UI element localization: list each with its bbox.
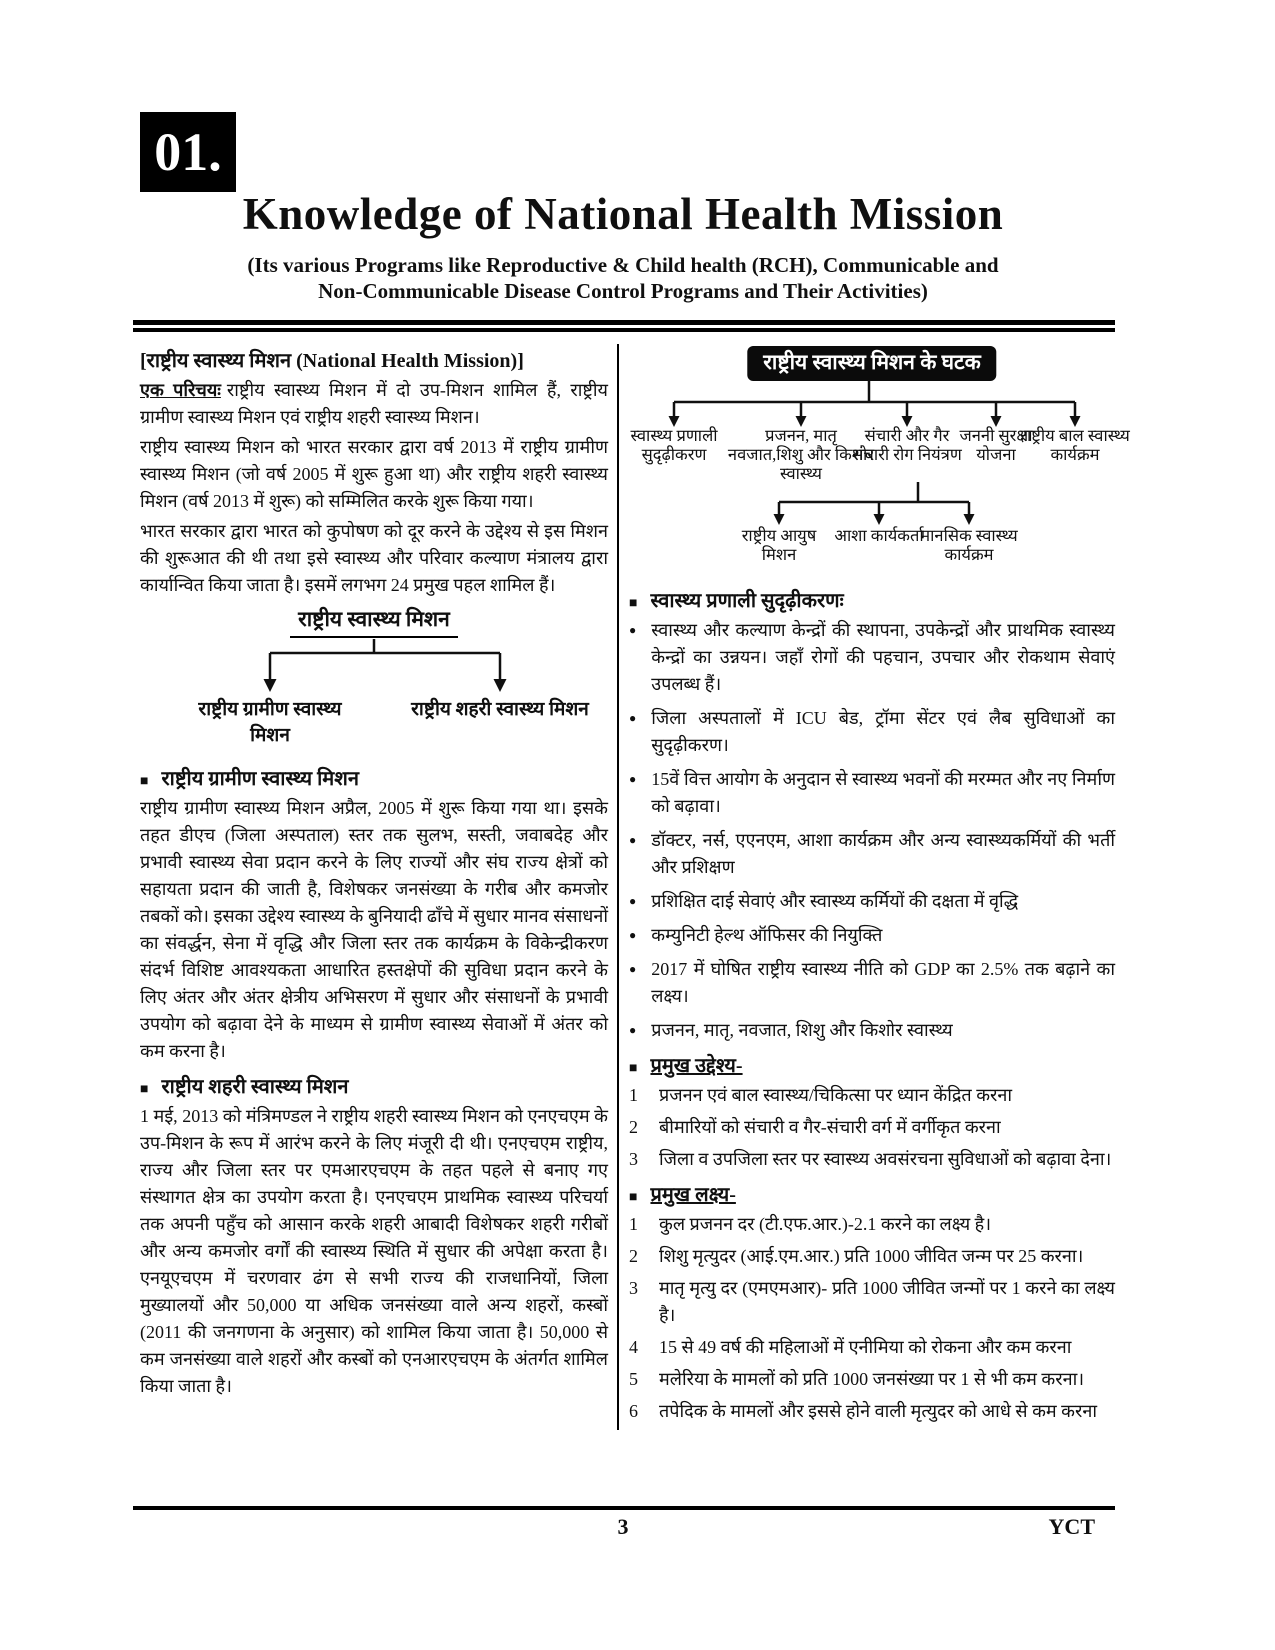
item-number: 6 <box>629 1401 638 1421</box>
goal-item <box>629 1366 1115 1393</box>
bullet-item <box>629 922 1115 949</box>
item-text: कुल प्रजनन दर (टी.एफ.आर.)-2.1 करने का लक्ष्य है। <box>659 1214 992 1234</box>
item-text: प्रजनन एवं बाल स्वास्थ्य/चिकित्सा पर ध्यान केंद्रित करना <box>659 1085 1013 1105</box>
bullet-text: 2017 में घोषित राष्ट्रीय स्वास्थ्य नीति को GDP का 2.5% तक बढ़ाने का लक्ष्य। <box>651 959 1115 1006</box>
flowchart-node-rmncah: प्रजनन, मातृ नवजात,शिशु और किशोर स्वास्थ्य <box>727 426 875 483</box>
nuhm-heading-text: राष्ट्रीय शहरी स्वास्थ्य मिशन <box>161 1076 349 1098</box>
goal-item <box>629 1398 1115 1425</box>
nuhm-body-paragraph: 1 मई, 2013 को मंत्रिमण्डल ने राष्ट्रीय शहरी स्वास्थ्य मिशन को एनएचएम के उप-मिशन के रूप में आरंभ करने के लिए मंजूरी दी थी। एनएचएम राष्ट्रीय, राज्य और जिला स्तर पर एमआरएचएम के तहत पहले से बनाए गए संस्थागत क्षेत्र का उपयोग करता है। एनएचएम प्राथमिक स्वास्थ्य परिचर्या तक अपनी पहुँच को आसान करके शहरी आबादी विशेषकर शहरी गरीबों और अन्य कमजोर वर्गों की स्वास्थ्य स्थिति में सुधार की अपेक्षा करता है। एनयूएचएम में चरणवार ढंग से सभी राज्य की राजधानियों, जिला मुख्यालयों और 50,000 या अधिक जनसंख्या वाले अन्य शहरों, कस्बों (2011 की जनगणना के अनुसार) को शामिल किया जाता है। 50,000 से कम जनसंख्या वाले शहरों और कस्बों को एनआरएचएम के अंतर्गत शामिल किया जाता है। <box>140 1106 608 1396</box>
bullet-text: प्रजनन, मातृ, नवजात, शिशु और किशोर स्वास्थ्य <box>651 1020 953 1040</box>
mini-flowchart-root: राष्ट्रीय स्वास्थ्य मिशन <box>290 605 458 638</box>
intro-paragraph <box>140 377 608 431</box>
bullet-text: कम्युनिटी हेल्थ ऑफिसर की नियुक्ति <box>651 925 883 945</box>
item-text: बीमारियों को संचारी व गैर-संचारी वर्ग में वर्गीकृत करना <box>659 1117 1001 1137</box>
bullet-icon: ● <box>629 928 637 942</box>
mini-flowchart-node-rural: राष्ट्रीय ग्रामीण स्वास्थ्य मिशन <box>198 699 342 746</box>
objectives-heading-text: प्रमुख उद्देश्य- <box>650 1055 743 1077</box>
item-number: 4 <box>629 1337 638 1357</box>
bullet-icon: ● <box>629 711 637 725</box>
item-text: मलेरिया के मामलों को प्रति 1000 जनसंख्या पर 1 से भी कम करना। <box>659 1369 1085 1389</box>
item-text: 15 से 49 वर्ष की महिलाओं में एनीमिया को रोकना और कम करना <box>659 1337 1072 1357</box>
two-column-body <box>140 344 1130 1430</box>
flowchart-node-ayush: राष्ट्रीय आयुष मिशन <box>741 526 817 564</box>
header-divider-rule <box>133 320 1115 332</box>
item-text: तपेदिक के मामलों और इससे होने वाली मृत्युदर को आधे से कम करना <box>659 1401 1097 1421</box>
goals-heading-text: प्रमुख लक्ष्य- <box>650 1184 736 1206</box>
nhm-submissions-flowchart <box>140 605 608 757</box>
item-text: मातृ मृत्यु दर (एमएमआर)- प्रति 1000 जीवित जन्मों पर 1 करने का लक्ष्य है। <box>659 1278 1115 1325</box>
item-number: 5 <box>629 1369 638 1389</box>
page-title: Knowledge of National Health Mission <box>242 189 1004 239</box>
bullet-item <box>629 766 1115 820</box>
goal-item <box>629 1211 1115 1238</box>
objective-item <box>629 1146 1115 1173</box>
mini-flowchart-connector-lines <box>140 639 608 697</box>
bullet-text: डॉक्टर, नर्स, एएनएम, आशा कार्यक्रम और अन्य स्वास्थ्यकर्मियों की भर्ती और प्रशिक्षण <box>651 830 1115 877</box>
chapter-number-badge <box>140 112 236 192</box>
bullet-icon: ● <box>629 962 637 976</box>
item-number: 1 <box>629 1214 638 1234</box>
goal-item <box>629 1334 1115 1361</box>
paragraph-nhm-ministry: भारत सरकार द्वारा भारत को कुपोषण को दूर करने के उद्देश्य से इस मिशन की शुरूआत की थी तथा इसे स्वास्थ्य और परिवार कल्याण मंत्रालय द्वारा कार्यान्वित किया जाता है। इसमें लगभग 24 प्रमुख पहल शामिल हैं। <box>140 521 608 595</box>
goal-item <box>629 1243 1115 1270</box>
page-subtitle <box>133 252 1113 304</box>
bullet-item <box>629 956 1115 1010</box>
bullet-item <box>629 888 1115 915</box>
footer-divider-rule <box>133 1506 1115 1510</box>
publisher-mark: YCT <box>1048 1514 1095 1539</box>
bullet-icon: ● <box>629 772 637 786</box>
item-number: 2 <box>629 1246 638 1266</box>
nhm-components-flowchart <box>629 346 1130 578</box>
paragraph-nhm-2013: राष्ट्रीय स्वास्थ्य मिशन को भारत सरकार द्वारा वर्ष 2013 में राष्ट्रीय ग्रामीण स्वास्थ्य मिशन (जो वर्ष 2005 में शुरू हुआ था) और राष्ट्रीय शहरी स्वास्थ्य मिशन (वर्ष 2013 में शुरू) को सम्मिलित करके शुरू किया गया। <box>140 437 608 511</box>
bullet-icon: ● <box>629 894 637 908</box>
right-column <box>619 344 1130 1430</box>
nrhm-heading-text: राष्ट्रीय ग्रामीण स्वास्थ्य मिशन <box>161 768 359 790</box>
square-bullet-icon: ■ <box>140 1082 149 1097</box>
bullet-icon: ● <box>629 1023 637 1037</box>
item-text: जिला व उपजिला स्तर पर स्वास्थ्य अवसंरचना सुविधाओं को बढ़ावा देना। <box>659 1149 1112 1169</box>
nuhm-section-heading <box>140 1072 608 1099</box>
square-bullet-icon: ■ <box>140 774 149 789</box>
goal-item <box>629 1275 1115 1329</box>
bullet-text: 15वें वित्त आयोग के अनुदान से स्वास्थ्य भवनों की मरम्मत और नए निर्माण को बढ़ावा। <box>651 769 1115 816</box>
mini-flowchart-node-urban: राष्ट्रीय शहरी स्वास्थ्य मिशन <box>411 699 589 720</box>
flowchart-node-asha: आशा कार्यकर्ता <box>834 526 924 545</box>
square-bullet-icon: ■ <box>629 596 638 611</box>
intro-text: राष्ट्रीय स्वास्थ्य मिशन में दो उप-मिशन शामिल हैं, राष्ट्रीय ग्रामीण स्वास्थ्य मिशन एवं राष्ट्रीय शहरी स्वास्थ्य मिशन। <box>140 380 608 427</box>
item-text: शिशु मृत्युदर (आई.एम.आर.) प्रति 1000 जीवित जन्म पर 25 करना। <box>659 1246 1084 1266</box>
intro-label: एक परिचयः <box>140 380 221 400</box>
nrhm-section-heading <box>140 764 608 791</box>
page-number: 3 <box>617 1514 629 1539</box>
bullet-item <box>629 1017 1115 1044</box>
strengthening-section-heading <box>629 586 1115 613</box>
subtitle-line-1: (Its various Programs like Reproductive & Child health (RCH), Communicable and <box>247 253 999 277</box>
left-column <box>140 344 608 1430</box>
objective-item <box>629 1114 1115 1141</box>
bullet-icon: ● <box>629 833 637 847</box>
flowchart-title: राष्ट्रीय स्वास्थ्य मिशन के घटक <box>747 346 996 381</box>
item-number: 2 <box>629 1117 638 1137</box>
item-number: 3 <box>629 1278 638 1298</box>
objective-item <box>629 1082 1115 1109</box>
item-number: 1 <box>629 1085 638 1105</box>
bullet-icon: ● <box>629 623 637 637</box>
flowchart-node-rbsk: राष्ट्रीय बाल स्वास्थ्य कार्यक्रम <box>1020 426 1130 464</box>
bullet-item <box>629 827 1115 881</box>
square-bullet-icon: ■ <box>629 1061 638 1076</box>
bullet-text: स्वास्थ्य और कल्याण केन्द्रों की स्थापना, उपकेन्द्रों और प्राथमिक स्वास्थ्य केन्द्रों का उन्नयन। जहाँ रोगों की पहचान, उपचार और रोकथाम सेवाएं उपलब्ध हैं। <box>651 620 1115 694</box>
flowchart-node-mental-health: मानसिक स्वास्थ्य कार्यक्रम <box>920 526 1018 564</box>
flowchart-node-disease-control: संचारी और गैर संचारी रोग नियंत्रण <box>852 426 962 464</box>
square-bullet-icon: ■ <box>629 1190 638 1205</box>
subtitle-line-2: Non-Communicable Disease Control Programs and Their Activities) <box>318 279 928 303</box>
bullet-item <box>629 705 1115 759</box>
goals-section-heading <box>629 1180 1115 1207</box>
bullet-text: प्रशिक्षित दाई सेवाएं और स्वास्थ्य कर्मियों की दक्षता में वृद्धि <box>651 891 1019 911</box>
flowchart-node-jsy: जननी सुरक्षा योजना <box>959 426 1033 464</box>
chapter-number: 01. <box>154 122 222 182</box>
bullet-text: जिला अस्पतालों में ICU बेड, ट्रॉमा सेंटर एवं लैब सुविधाओं का सुदृढ़ीकरण। <box>651 708 1115 755</box>
flowchart-node-health-system: स्वास्थ्य प्रणाली सुदृढ़ीकरण <box>630 426 718 464</box>
nrhm-body-paragraph: राष्ट्रीय ग्रामीण स्वास्थ्य मिशन अप्रैल, 2005 में शुरू किया गया था। इसके तहत डीएच (जिला अस्पताल) स्तर तक सुलभ, सस्ती, जवाबदेह और प्रभावी स्वास्थ्य सेवा प्रदान करने के लिए राज्यों और संघ राज्य क्षेत्रों को सहायता प्रदान की जाती है, विशेषकर जनसंख्या के गरीब और कमजोर तबकों को। इसका उद्देश्य स्वास्थ्य के बुनियादी ढाँचे में सुधार मानव संसाधनों का संवर्द्धन, सेना में वृद्धि और जिला स्तर तक कार्यक्रम के विकेन्द्रीकरण संदर्भ विशिष्ट आवश्यकता आधारित हस्तक्षेपों की सुविधा प्रदान करने के लिए अंतर और अंतर क्षेत्रीय अभिसरण में सुधार और संसाधनों के प्रभावी उपयोग को बढ़ावा देने के माध्यम से ग्रामीण स्वास्थ्य सेवाओं में अंतर को कम करना है। <box>140 798 608 1061</box>
item-number: 3 <box>629 1149 638 1169</box>
objectives-section-heading <box>629 1051 1115 1078</box>
strengthening-heading-text: स्वास्थ्य प्रणाली सुदृढ़ीकरणः <box>650 590 844 612</box>
bullet-item <box>629 617 1115 698</box>
nhm-heading: [राष्ट्रीय स्वास्थ्य मिशन (National Health Mission)] <box>140 350 524 372</box>
